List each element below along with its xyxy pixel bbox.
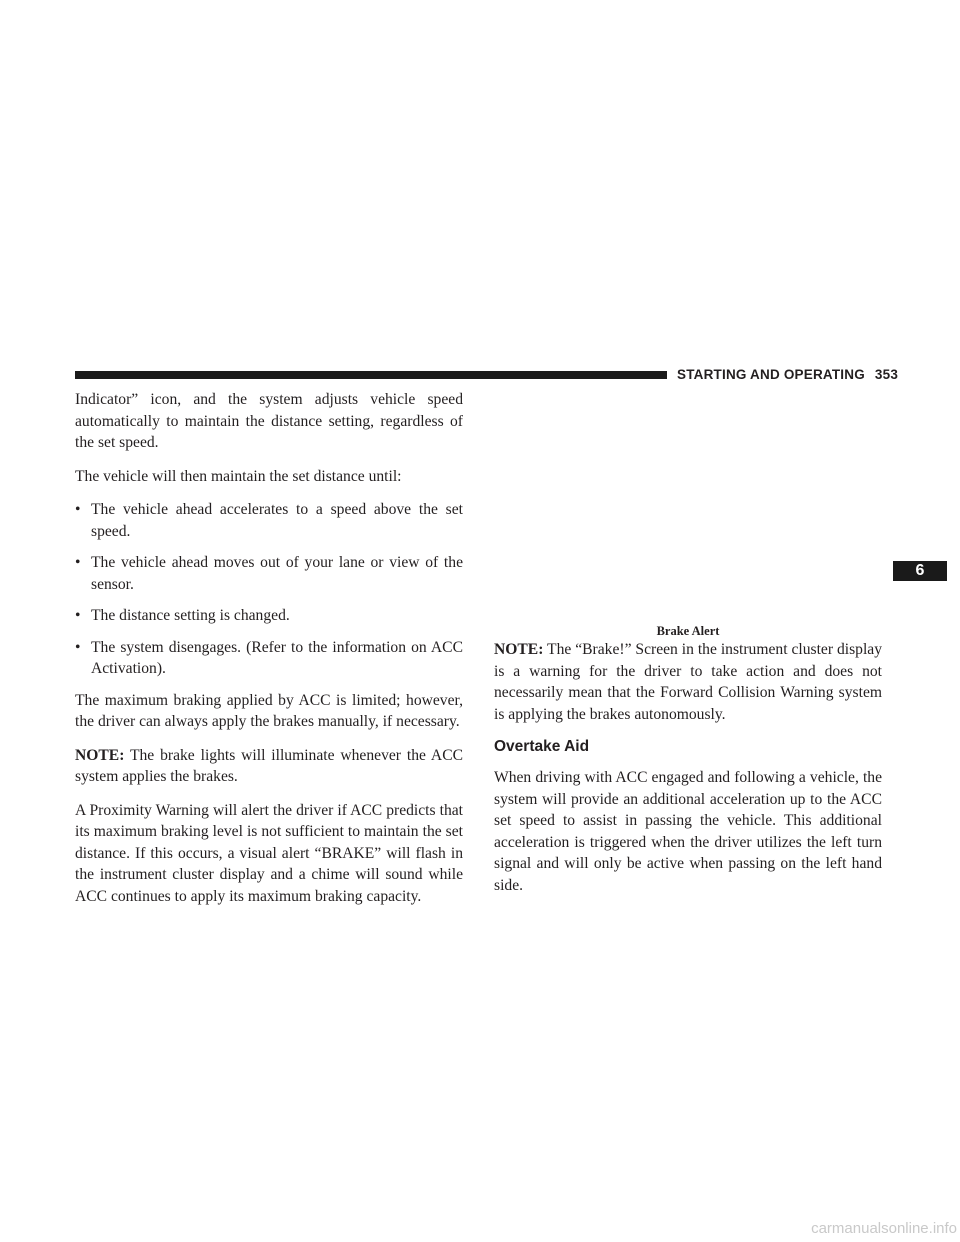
- bullet-icon: •: [75, 554, 81, 571]
- list-item: [75, 637, 463, 680]
- paragraph: Indicator” icon, and the system adjusts vehicle speed automatically to maintain the distance setting, regardless of the set speed.: [75, 391, 463, 451]
- list-item: [75, 552, 463, 595]
- list-item-text: The vehicle ahead accelerates to a speed above the set speed.: [91, 501, 463, 540]
- bullet-icon: •: [75, 501, 81, 518]
- paragraph: A Proximity Warning will alert the driver if ACC predicts that its maximum braking level is not sufficient to maintain the set distance. If this occurs, a visual alert “BRAKE” will flash in the instrument cluster display and a chime will sound while ACC continues to apply its maximum braking capacity.: [75, 801, 463, 905]
- figure-caption: Brake Alert: [656, 624, 720, 638]
- section-title: STARTING AND OPERATING: [677, 367, 865, 382]
- header-rule: [75, 371, 667, 379]
- list-item-text: The vehicle ahead moves out of your lane or view of the sensor.: [91, 554, 463, 593]
- note: [494, 639, 882, 725]
- note-text: The brake lights will illuminate whenever the ACC system applies the brakes.: [75, 746, 463, 785]
- bullet-icon: •: [75, 607, 81, 624]
- paragraph: The vehicle will then maintain the set distance until:: [75, 467, 402, 485]
- list-item-text: The distance setting is changed.: [91, 607, 290, 624]
- left-column: [75, 389, 463, 907]
- paragraph: The maximum braking applied by ACC is limited; however, the driver can always apply the brakes manually, if necessary.: [75, 691, 463, 730]
- running-header: [677, 365, 898, 385]
- paragraph: When driving with ACC engaged and following a vehicle, the system will provide an additional acceleration up to the ACC set speed to assist in passing the vehicle. This additional acceleration is triggered when the driver utilizes the left turn signal and will only be active when passing on the left hand side.: [494, 769, 882, 894]
- page-number: 353: [874, 367, 899, 382]
- chapter-tab: 6: [893, 561, 947, 581]
- section-heading: Overtake Aid: [494, 738, 590, 755]
- figure-brake-alert: [494, 389, 882, 617]
- note-label: NOTE:: [494, 641, 544, 658]
- watermark: carmanualsonline.info: [811, 1220, 957, 1237]
- list-item: [75, 499, 463, 542]
- note-label: NOTE:: [75, 746, 125, 764]
- note-text: The “Brake!” Screen in the instrument cluster display is a warning for the driver to take action and does not necessarily mean that the Forward Collision Warning system is applying the brakes autonomously.: [494, 641, 882, 723]
- list-item: [75, 605, 463, 627]
- bullet-icon: •: [75, 638, 81, 656]
- right-column: [494, 639, 882, 896]
- bullet-list: [75, 499, 463, 680]
- list-item-text: The system disengages. (Refer to the information on ACC Activation).: [91, 638, 463, 677]
- note: [75, 745, 463, 788]
